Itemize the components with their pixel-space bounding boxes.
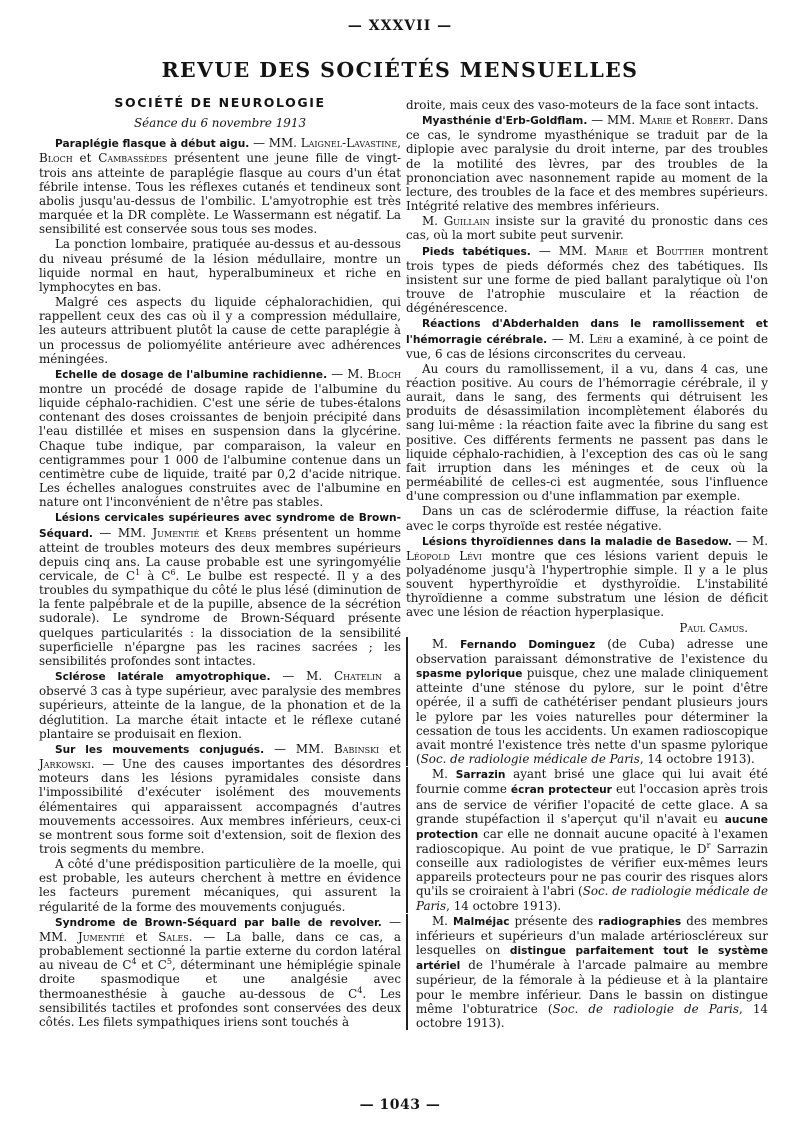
author-names: Babinski [334, 741, 380, 756]
highlight: écran protecteur [510, 784, 612, 797]
paragraph: droite, mais ceux des vaso-moteurs de la face sont intacts. [406, 98, 759, 112]
paragraph: Lésions cervicales supérieures avec syndrome de Brown-Séquard. — MM. Jumentié et Krebs présentent un homme atteint de troubles moteurs des deux membres supérieurs depuis cinq ans. La cause probable est une syringomyélie cervicale, de $C^1$ à $C^6$. Le bulbe est respecté. Il y a des troubles du sympathique du côté le plus lésé (diminution de la fente palpébrale et de la pupille, absence de la sécrétion sudorale). Le syndrome de Brown-Séquard présente quelques particularités : la dissociation de la sensibilité superficielle n'épargne pas les racines sacrées ; les sensibilités profondes sont intactes. [39, 512, 401, 668]
paragraph: La ponction lombaire, pratiquée au-dessus et au-dessous du niveau présumé de la lésion médullaire, montre un liquide normal en haut, hyperalbumineux et riche en lymphocytes en bas. [39, 237, 401, 294]
entry-title: Syndrome de Brown-Séquard par balle de revolver. [55, 916, 382, 929]
citation: Soc. de radiologie de Paris [552, 1001, 739, 1016]
left-column [39, 96, 401, 1030]
paragraph: Sclérose latérale amyotrophique. — M. Chatelin a observé 3 cas à type supérieur, avec paralysie des membres supérieurs, atteinte de la langue, de la phonation et de la déglutition. La marche était intacte et le réflexe cutané plantaire se produisait en flexion. [39, 669, 402, 741]
paragraph: Pieds tabétiques. — MM. Marie et Bouttier montrent trois types de pieds déformés chez des tabétiques. Ils insistent sur une forme de pied ballant paralytique où l'on trouve de l'atrophie musculaire et la réaction de dégénérescence. [406, 243, 768, 316]
paragraph: M. Sarrazin ayant brisé une glace qui lui avait été fournie comme écran protecteur eut l'occasion après trois ans de service de vérifier l'opacité de cette glace. A sa grande stupéfaction il s'aperçut qu'il n'avait eu aucune protection car elle ne donnait aucune opacité à l'examen radioscopique. Au point de vue pratique, le $D^r$ Sarrazin conseille aux radiologistes de vérifier eux-mêmes leurs appareils protecteurs pour ne pas courir des risques alors qu'ils se croiraient à l'abri (Soc. de radiologie médicale de Paris, 14 octobre 1913). [406, 767, 768, 913]
entry-title: Sur les mouvements conjugués. [55, 743, 265, 756]
author-names: Robert [691, 113, 730, 128]
author-names: Marie [595, 243, 629, 258]
session-date: Séance du 6 novembre 1913 [133, 116, 307, 131]
citation: Soc. de radiologie médicale de Paris [416, 884, 768, 913]
author-names: Krebs [224, 525, 257, 540]
highlight: spasme pylorique [416, 668, 523, 681]
author-names: Chatelin [333, 669, 383, 684]
author-names: Cambassèdes [98, 151, 168, 166]
paragraph: Réactions d'Abderhalden dans le ramollissement et l'hémorragie cérébrale. — M. Léri a examiné, à ce point de vue, 6 cas de lésions circonscrites du cerveau. [406, 318, 768, 361]
entry-title: Sclérose latérale amyotrophique. [55, 671, 271, 684]
highlight: Fernando Dominguez [460, 638, 596, 651]
author-names: Laignel-Lavastine, Bloch [39, 136, 401, 166]
highlight: Sarrazin [455, 769, 506, 782]
society-heading: SOCIÉTÉ DE NEUROLOGIE [114, 95, 326, 110]
paragraph: Echelle de dosage de l'albumine rachidienne. — M. Bloch montre un procédé de dosage rapide de l'albumine du liquide céphalo-rachidien. C'est une série de tubes-étalons contenant des doses croissantes de benjoin précipité dans l'eau distillée et mises en suspension dans la glycérine. Chaque tube indique, par comparaison, la valeur en centigrammes pour 1 000 de l'albumine contenue dans un centimètre cube de liquide, traité par 0,2 d'acide nitrique. Les échelles analogues construites avec de l'albumine en nature ont l'inconvénient de n'être pas stables. [39, 366, 402, 510]
author-names: Guillain [443, 214, 490, 229]
paragraph: Malgré ces aspects du liquide céphalorachidien, qui rappellent ceux des cas où il y a compression médullaire, les auteurs attribuent plutôt la cause de cette paraplégie à un processus de poliomyélite antérieure avec adhérences méningées. [39, 295, 401, 366]
entry-title: Pieds tabétiques. [422, 245, 531, 258]
author-names: Jumentié [152, 525, 200, 540]
paragraph: Lésions thyroïdiennes dans la maladie de Basedow. — M. Léopold Lévi montre que ces lésions varient depuis le polyadénome jusqu'à l'hypertrophie simple. Il y a le plus souvent hyperthyroïdie et dysthyroïdie. L'instabilité thyroïdienne a comme substratum une lésion de déficit avec une lésion de réaction hyperplasique. [406, 533, 769, 620]
author-names: Bloch [367, 366, 402, 381]
running-header-roman: — XXXVII — [347, 18, 453, 34]
page-title: REVUE DES SOCIÉTÉS MENSUELLES [161, 58, 639, 82]
highlight: distingue parfaitement tout le système artériel [416, 945, 769, 973]
paragraph: Au cours du ramollissement, il a vu, dans 4 cas, une réaction positive. Au cours de l'hémorragie cérébrale, il y aurait, dans le sang, des ferments qui détruisent les produits de désassimilation incomplètement élaborés du sang lui-même : la réaction faite avec la fibrine du sang est positive. Ces différents ferments ne passent pas dans le liquide céphalo-rachidien, à l'exception des cas où le sang fait irruption dans les méninges et de ceux où la perméabilité de celles-ci est augmentée, sous l'influence d'une compression ou d'une inflammation par exemple. [406, 361, 768, 504]
citation: Soc. de radiologie médicale de Paris [420, 752, 640, 767]
entry-title: Réactions d'Abderhalden dans le ramollissement et l'hémorragie cérébrale. [406, 318, 768, 346]
paragraph: A côté d'une prédisposition particulière de la moelle, qui est probable, les auteurs cherchent à mettre en évidence les facteurs purement mécaniques, qui assurent la régularité de la forme des mouvements conjugués. [39, 857, 401, 914]
entry-title: Echelle de dosage de l'albumine rachidienne. [55, 368, 328, 381]
paragraph: M. Fernando Dominguez (de Cuba) adresse une observation paraissant démonstrative de l'existence du spasme pylorique puisque, chez une malade cliniquement atteinte d'une sténose du pylore, sur le point d'être opérée, il a suffi de cathétériser pendant plusieurs jours le pylore par les voies naturelles pour déterminer la cessation de tous les accidents. Un examen radioscopique avait montré l'existence très nette d'un spasme pylorique (Soc. de radiologie médicale de Paris, 14 octobre 1913). [406, 637, 768, 766]
paragraph: Myasthénie d'Erb-Goldflam. — MM. Marie et Robert. Dans ce cas, le syndrome myasthénique se traduit par de la diplopie avec paralysie du droit interne, par des troubles de la motilité des lèvres, par des troubles de la prononciation avec nasonnement rapide au moment de la lecture, des troubles de la face et des membres supérieurs. Intégrité relative des membres inférieurs. [406, 113, 768, 214]
paragraph: M. Guillain insiste sur la gravité du pronostic dans ces cas, où la mort subite peut survenir. [406, 214, 768, 243]
signature: Paul Camus. [679, 620, 748, 635]
right-column [406, 98, 768, 1031]
entry-title: Lésions cervicales supérieures avec syndrome de Brown-Séquard. [39, 512, 401, 540]
author-names: Jarkowski [39, 757, 91, 772]
entry-title: Paraplégie flasque à début aigu. [55, 138, 250, 151]
page-number: — 1043 — [359, 1097, 441, 1113]
author-names: Sales [158, 929, 189, 944]
highlight: radiographies [598, 915, 682, 928]
entry-title: Lésions thyroïdiennes dans la maladie de Basedow. [422, 535, 732, 548]
paragraph: Sur les mouvements conjugués. — MM. Babinski et Jarkowski. — Une des causes importantes des désordres moteurs dans les lésions pyramidales consiste dans l'impossibilité d'exécuter isolément des mouvements élémentaires qui apparaissent accompagnés d'autres mouvements accessoires. Aux membres inférieurs, ceux-ci se montrent sous forme soit d'extension, soit de flexion des trois segments du membre. [39, 741, 401, 856]
author-names: Marie [638, 113, 672, 128]
author-names: Bouttier [656, 243, 704, 258]
highlight: aucune protection [416, 813, 768, 841]
highlight: Malméjac [452, 915, 510, 928]
paragraph: Syndrome de Brown-Séquard par balle de revolver. — MM. Jumentié et Sales. — La balle, dans ce cas, a probablement sectionné la partie externe du cordon latéral au niveau de $C^4$ et $C^5$, déterminant une hémiplégie spinale droite spasmodique et une analgésie avec thermoanesthésie à gauche au-dessous de $C^4$. Les sensibilités tactiles et profondes sont conservées des deux côtés. Les filets sympathiques iriens sont touchés à [39, 914, 401, 1029]
paragraph: M. Malméjac présente des radiographies des membres inférieurs et supérieurs d'un malade artérioscléreux sur lesquelles on distingue parfaitement tout le système artériel de l'humérale à l'arcade palmaire au membre supérieur, de la fémorale à la pédieuse et à la plantaire pour le membre inférieur. Dans le bassin on distingue même l'obturatrice (Soc. de radiologie de Paris, 14 octobre 1913). [406, 914, 768, 1030]
entry-title: Myasthénie d'Erb-Goldflam. [422, 115, 588, 128]
author-names: Jumentié [77, 929, 125, 944]
paragraph: Dans un cas de sclérodermie diffuse, la réaction faite avec le corps thyroïde est restée négative. [406, 504, 768, 533]
paragraph: Paraplégie flasque à début aigu. — MM. Laignel-Lavastine, Bloch et Cambassèdes présentent une jeune fille de vingt-trois ans atteinte de paraplégie flasque au cours d'un état fébrile intense. Tous les réflexes cutanés et tendineux sont abolis jusqu'au-dessus de l'ombilic. L'amyotrophie est très marquée et la DR complète. Le Wassermann est négatif. La sensibilité est conservée sous tous ses modes. [39, 136, 401, 237]
author-names: Léri [589, 331, 612, 346]
author-names: Léopold Lévi [406, 548, 482, 563]
